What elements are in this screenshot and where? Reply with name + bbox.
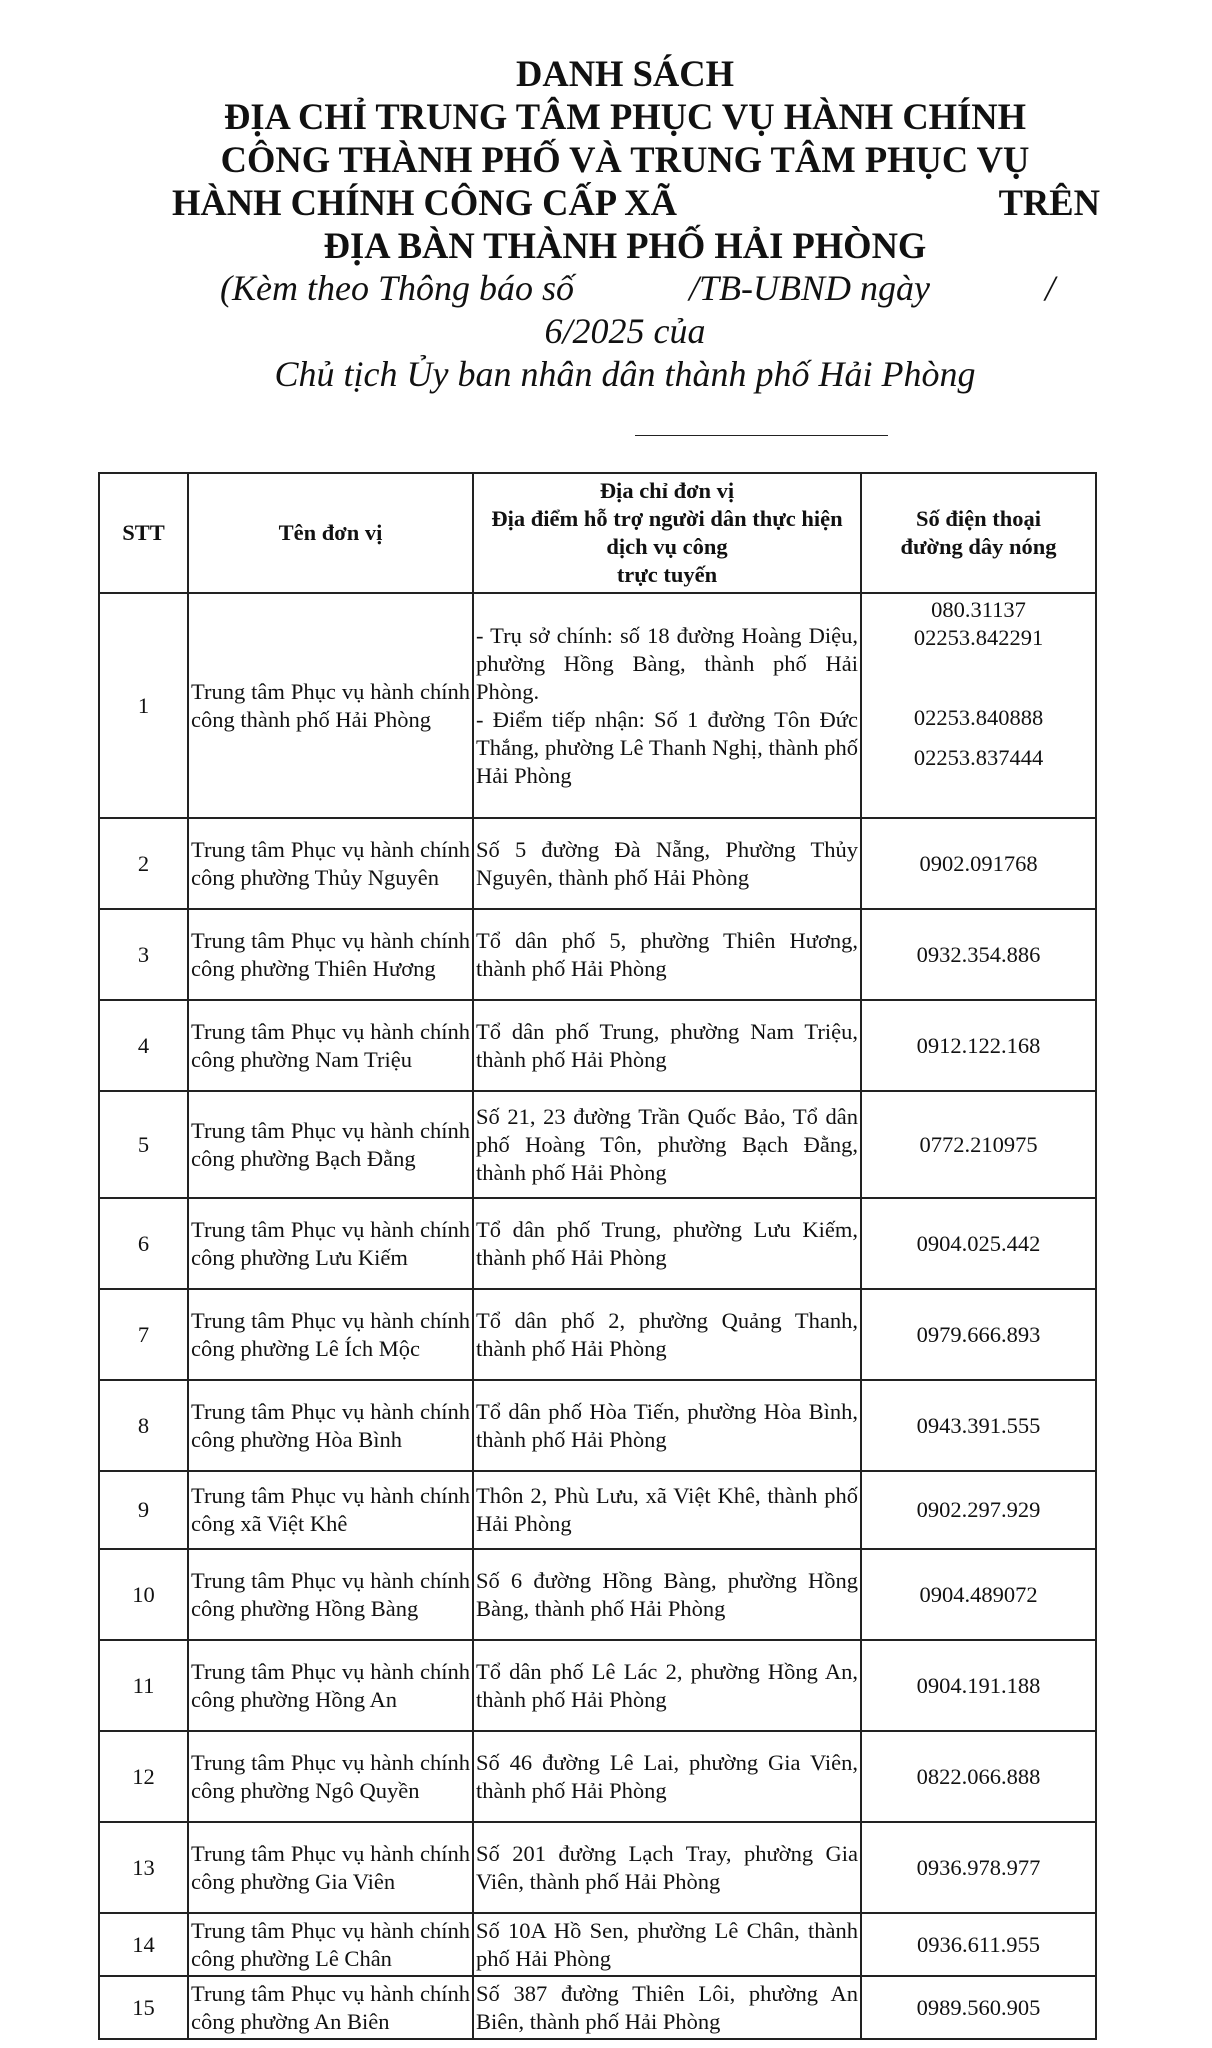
cell-stt: 4 xyxy=(99,1000,188,1091)
title-line-4 xyxy=(150,181,1100,224)
cell-stt: 9 xyxy=(99,1471,188,1549)
cell-phone: 0979.666.893 xyxy=(861,1289,1096,1380)
cell-name: Trung tâm Phục vụ hành chính công thành phố Hải Phòng xyxy=(188,593,473,818)
table-row xyxy=(99,909,1096,1000)
header-name: Tên đơn vị xyxy=(188,473,473,593)
cell-name: Trung tâm Phục vụ hành chính công phường Hồng An xyxy=(188,1640,473,1731)
address-reception-point: - Điểm tiếp nhận: Số 1 đường Tôn Đức Thắng, phường Lê Thanh Nghị, thành phố Hải Phòng xyxy=(476,706,858,788)
subtitle-line-1 xyxy=(150,267,1100,310)
cell-address: Số 201 đường Lạch Tray, phường Gia Viên, thành phố Hải Phòng xyxy=(473,1822,861,1913)
cell-phone: 0904.191.188 xyxy=(861,1640,1096,1731)
cell-address: Số 5 đường Đà Nẵng, Phường Thủy Nguyên, thành phố Hải Phòng xyxy=(473,818,861,909)
cell-name: Trung tâm Phục vụ hành chính công phường Ngô Quyền xyxy=(188,1731,473,1822)
title-line-1: DANH SÁCH xyxy=(515,53,734,94)
header-address-line-1: Địa chỉ đơn vị xyxy=(599,478,735,503)
table-row xyxy=(99,1822,1096,1913)
cell-address: Số 46 đường Lê Lai, phường Gia Viên, thành phố Hải Phòng xyxy=(473,1731,861,1822)
table-row xyxy=(99,1913,1096,1976)
table-row xyxy=(99,1471,1096,1549)
cell-stt: 8 xyxy=(99,1380,188,1471)
cell-address xyxy=(473,593,861,818)
cell-stt: 7 xyxy=(99,1289,188,1380)
cell-stt: 1 xyxy=(99,593,188,818)
title-line-5: ĐỊA BÀN THÀNH PHỐ HẢI PHÒNG xyxy=(323,225,927,266)
header-address-line-3: trực tuyến xyxy=(616,562,718,587)
address-main-office: - Trụ sở chính: số 18 đường Hoàng Diệu, phường Hồng Bàng, thành phố Hải Phòng. xyxy=(476,622,858,704)
cell-phone: 0936.978.977 xyxy=(861,1822,1096,1913)
cell-stt: 11 xyxy=(99,1640,188,1731)
cell-name: Trung tâm Phục vụ hành chính công phường Lưu Kiếm xyxy=(188,1198,473,1289)
cell-phone xyxy=(861,593,1096,818)
phone-number: 02253.837444 xyxy=(913,745,1044,770)
header-address-line-2: Địa điểm hỗ trợ người dân thực hiện dịch vụ công xyxy=(491,506,843,559)
subtitle-line-2: 6/2025 của xyxy=(544,311,706,351)
cell-address: Tổ dân phố Trung, phường Lưu Kiếm, thành phố Hải Phòng xyxy=(473,1198,861,1289)
cell-name: Trung tâm Phục vụ hành chính công phường Thiên Hương xyxy=(188,909,473,1000)
cell-name: Trung tâm Phục vụ hành chính công phường An Biên xyxy=(188,1976,473,2039)
cell-stt: 12 xyxy=(99,1731,188,1822)
cell-name: Trung tâm Phục vụ hành chính công xã Việt Khê xyxy=(188,1471,473,1549)
cell-stt: 2 xyxy=(99,818,188,909)
cell-phone: 0989.560.905 xyxy=(861,1976,1096,2039)
cell-address: Số 387 đường Thiên Lôi, phường An Biên, thành phố Hải Phòng xyxy=(473,1976,861,2039)
cell-name: Trung tâm Phục vụ hành chính công phường Lê Ích Mộc xyxy=(188,1289,473,1380)
cell-name: Trung tâm Phục vụ hành chính công phường Thủy Nguyên xyxy=(188,818,473,909)
title-line-4-right: TRÊN xyxy=(998,182,1100,223)
phone-number: 080.31137 xyxy=(931,597,1026,622)
cell-stt: 13 xyxy=(99,1822,188,1913)
table-row xyxy=(99,1091,1096,1198)
phone-number: 02253.842291 xyxy=(913,625,1044,650)
cell-address: Số 21, 23 đường Trần Quốc Bảo, Tổ dân phố Hoàng Tôn, phường Bạch Đằng, thành phố Hải Phòng xyxy=(473,1091,861,1198)
header-phone-line-2: đường dây nóng xyxy=(900,534,1057,559)
title-divider xyxy=(635,435,888,436)
cell-stt: 3 xyxy=(99,909,188,1000)
cell-address: Số 10A Hồ Sen, phường Lê Chân, thành phố Hải Phòng xyxy=(473,1913,861,1976)
cell-address: Tổ dân phố 2, phường Quảng Thanh, thành phố Hải Phòng xyxy=(473,1289,861,1380)
table-row xyxy=(99,593,1096,818)
table-row xyxy=(99,1289,1096,1380)
table-row xyxy=(99,1380,1096,1471)
title-line-2: ĐỊA CHỈ TRUNG TÂM PHỤC VỤ HÀNH CHÍNH xyxy=(223,96,1027,137)
phone-number: 02253.840888 xyxy=(913,705,1044,730)
cell-phone: 0902.091768 xyxy=(861,818,1096,909)
cell-name: Trung tâm Phục vụ hành chính công phường Hồng Bàng xyxy=(188,1549,473,1640)
title-line-4-left: HÀNH CHÍNH CÔNG CẤP XÃ xyxy=(172,182,677,223)
cell-address: Tổ dân phố Lê Lác 2, phường Hồng An, thành phố Hải Phòng xyxy=(473,1640,861,1731)
document-title-block xyxy=(150,52,1100,396)
header-stt: STT xyxy=(99,473,188,593)
cell-phone: 0936.611.955 xyxy=(861,1913,1096,1976)
cell-name: Trung tâm Phục vụ hành chính công phường Bạch Đằng xyxy=(188,1091,473,1198)
header-address xyxy=(473,473,861,593)
table-row xyxy=(99,1640,1096,1731)
cell-stt: 15 xyxy=(99,1976,188,2039)
cell-phone: 0904.025.442 xyxy=(861,1198,1096,1289)
subtitle-line-1-left: (Kèm theo Thông báo số xyxy=(220,268,574,308)
cell-address: Tổ dân phố Trung, phường Nam Triệu, thành phố Hải Phòng xyxy=(473,1000,861,1091)
cell-name: Trung tâm Phục vụ hành chính công phường Hòa Bình xyxy=(188,1380,473,1471)
cell-name: Trung tâm Phục vụ hành chính công phường Gia Viên xyxy=(188,1822,473,1913)
cell-address: Tổ dân phố Hòa Tiến, phường Hòa Bình, thành phố Hải Phòng xyxy=(473,1380,861,1471)
cell-stt: 6 xyxy=(99,1198,188,1289)
address-table xyxy=(98,472,1097,2040)
cell-address: Số 6 đường Hồng Bàng, phường Hồng Bàng, thành phố Hải Phòng xyxy=(473,1549,861,1640)
table-row xyxy=(99,1000,1096,1091)
table-row xyxy=(99,818,1096,909)
cell-phone: 0932.354.886 xyxy=(861,909,1096,1000)
table-header-row xyxy=(99,473,1096,593)
cell-phone: 0772.210975 xyxy=(861,1091,1096,1198)
cell-address: Tổ dân phố 5, phường Thiên Hương, thành phố Hải Phòng xyxy=(473,909,861,1000)
cell-address: Thôn 2, Phù Lưu, xã Việt Khê, thành phố Hải Phòng xyxy=(473,1471,861,1549)
table-row xyxy=(99,1976,1096,2039)
cell-phone: 0902.297.929 xyxy=(861,1471,1096,1549)
table-row xyxy=(99,1549,1096,1640)
table-row xyxy=(99,1731,1096,1822)
cell-name: Trung tâm Phục vụ hành chính công phường Nam Triệu xyxy=(188,1000,473,1091)
title-line-3: CÔNG THÀNH PHỐ VÀ TRUNG TÂM PHỤC VỤ xyxy=(220,139,1030,180)
subtitle-line-1-mid: /TB-UBND ngày xyxy=(689,268,930,308)
cell-phone: 0822.066.888 xyxy=(861,1731,1096,1822)
subtitle-line-3: Chủ tịch Ủy ban nhân dân thành phố Hải Phòng xyxy=(274,354,976,394)
cell-stt: 14 xyxy=(99,1913,188,1976)
cell-stt: 5 xyxy=(99,1091,188,1198)
cell-phone: 0912.122.168 xyxy=(861,1000,1096,1091)
subtitle-line-1-right: / xyxy=(1044,268,1055,308)
table-row xyxy=(99,1198,1096,1289)
cell-stt: 10 xyxy=(99,1549,188,1640)
header-phone xyxy=(861,473,1096,593)
header-phone-line-1: Số điện thoại xyxy=(915,506,1042,531)
cell-name: Trung tâm Phục vụ hành chính công phường Lê Chân xyxy=(188,1913,473,1976)
cell-phone: 0943.391.555 xyxy=(861,1380,1096,1471)
cell-phone: 0904.489072 xyxy=(861,1549,1096,1640)
